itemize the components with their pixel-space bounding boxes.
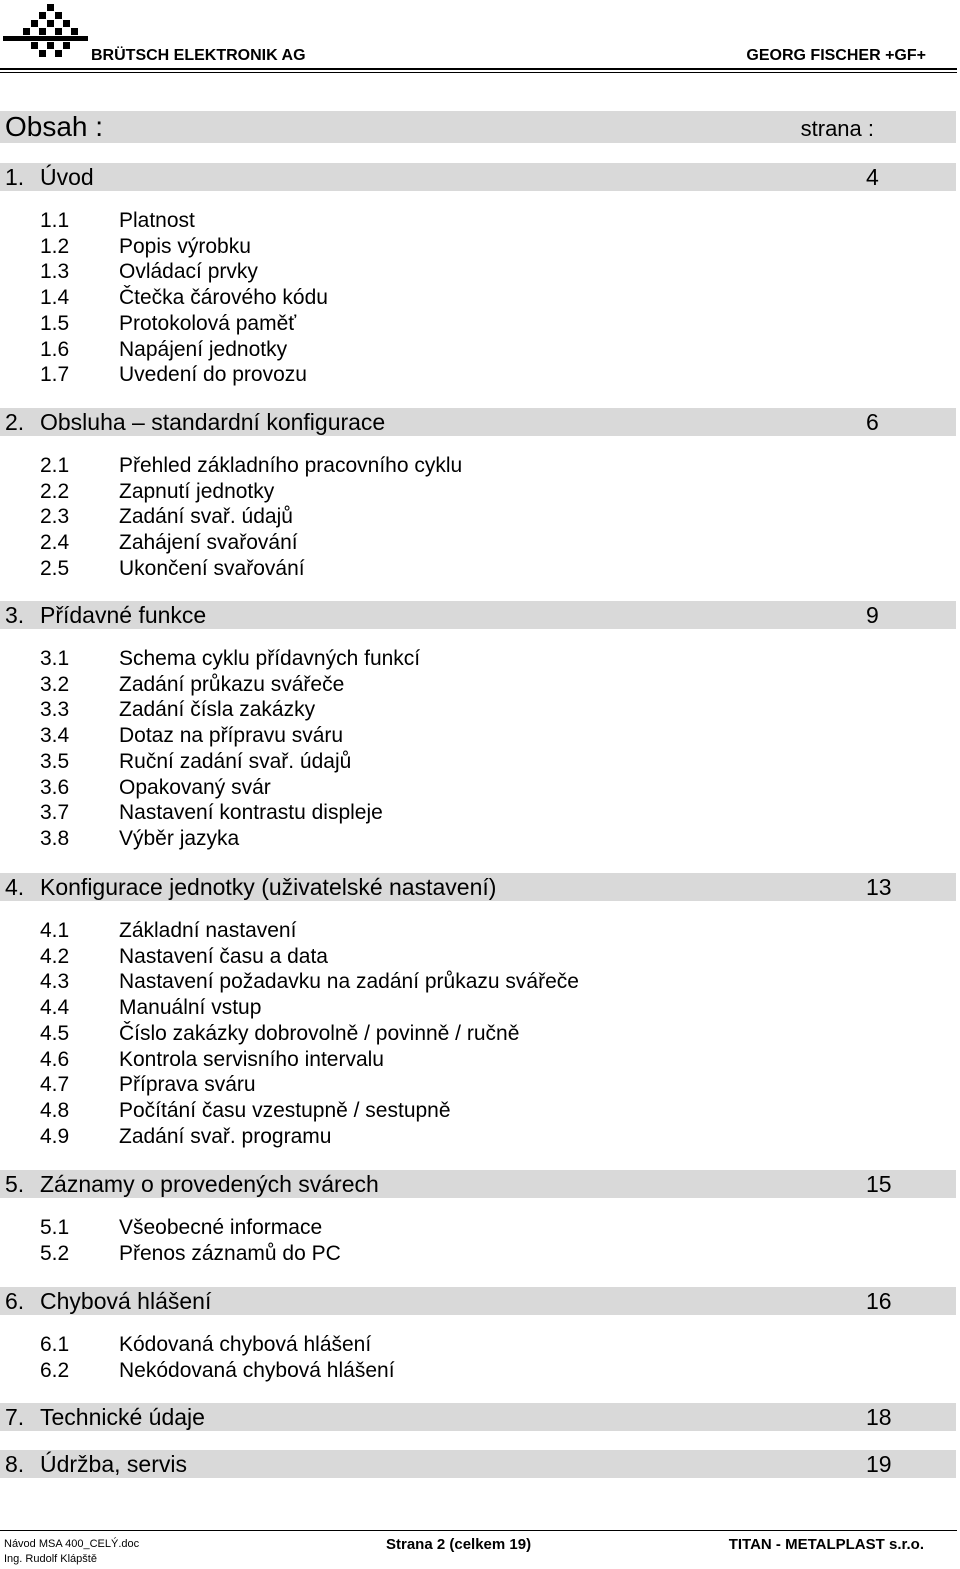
header-rule: [0, 68, 957, 70]
toc-item-number: 3.2: [40, 672, 70, 696]
toc-section-number: 1.: [5, 164, 25, 190]
toc-section-title: Úvod: [40, 164, 94, 190]
header-company-right: GEORG FISCHER +GF+: [746, 47, 926, 64]
toc-item-number: 1.6: [40, 337, 70, 361]
toc-section-page: 9: [866, 602, 879, 628]
toc-item-title: Nastavení času a data: [119, 944, 328, 968]
toc-item-number: 2.3: [40, 505, 70, 529]
footer-page-info: Strana 2 (celkem 19): [386, 1536, 532, 1553]
toc-section-number: 3.: [5, 602, 25, 628]
toc-section-page: 15: [866, 1171, 892, 1197]
toc-section[interactable]: [0, 408, 956, 436]
footer-rule: [0, 1530, 957, 1531]
toc-item-title: Všeobecné informace: [119, 1216, 323, 1239]
toc-item-title: Nastavení požadavku na zadání průkazu svářeče: [119, 970, 579, 994]
toc-section[interactable]: [0, 1170, 956, 1198]
toc-section-number: 5.: [5, 1171, 25, 1197]
toc-item-title: Protokolová paměť: [119, 311, 297, 335]
toc-item-number: 2.5: [40, 556, 70, 580]
toc-item-title: Příprava sváru: [119, 1073, 256, 1097]
toc-section[interactable]: [0, 1403, 956, 1431]
toc-item-number: 4.1: [40, 919, 70, 942]
toc-item-title: Ukončení svařování: [119, 556, 305, 580]
toc-section-title: Obsluha – standardní konfigurace: [40, 409, 386, 435]
toc-item-number: 2.1: [40, 454, 70, 477]
toc-item-number: 1.5: [40, 311, 70, 335]
toc-page-column-label: strana :: [800, 116, 874, 141]
toc-section-number: 6.: [5, 1288, 25, 1314]
toc-item-title: Zahájení svařování: [119, 531, 298, 555]
toc-item-title: Schema cyklu přídavných funkcí: [119, 647, 421, 670]
toc-item-number: 3.6: [40, 775, 70, 799]
toc-item-number: 1.4: [40, 286, 70, 310]
footer-author: Ing. Rudolf Klápště: [4, 1553, 97, 1565]
toc-item-title: Nastavení kontrastu displeje: [119, 801, 383, 825]
toc-item-title: Manuální vstup: [119, 996, 262, 1020]
toc-item-number: 4.8: [40, 1098, 70, 1122]
toc-item-number: 3.8: [40, 826, 70, 850]
toc-item-title: Ovládací prvky: [119, 260, 258, 284]
toc-item-number: 5.2: [40, 1241, 70, 1265]
toc-item-number: 3.4: [40, 724, 70, 748]
toc-section-number: 8.: [5, 1451, 25, 1477]
toc-section-page: 19: [866, 1451, 892, 1477]
toc-item-title: Nekódovaná chybová hlášení: [119, 1358, 395, 1382]
toc-item-title: Napájení jednotky: [119, 337, 288, 361]
toc-item-title: Opakovaný svár: [119, 775, 271, 799]
toc-item-title: Uvedení do provozu: [119, 363, 307, 387]
toc-item-number: 1.2: [40, 234, 70, 258]
toc-section-page: 4: [866, 164, 879, 190]
toc-section-page: 18: [866, 1404, 892, 1430]
toc-item-number: 6.1: [40, 1333, 70, 1356]
toc-section-title: Technické údaje: [40, 1404, 205, 1430]
toc-item-number: 4.3: [40, 970, 70, 994]
toc-item-number: 4.6: [40, 1047, 70, 1071]
toc-item-title: Přehled základního pracovního cyklu: [119, 454, 463, 477]
toc-section-title: Záznamy o provedených svárech: [40, 1171, 379, 1197]
toc-item-title: Zapnutí jednotky: [119, 479, 275, 503]
toc-section-title: Konfigurace jednotky (uživatelské nastavení): [40, 874, 497, 900]
toc-section[interactable]: [0, 1287, 956, 1315]
toc-item-number: 4.7: [40, 1073, 70, 1097]
toc-item-title: Číslo zakázky dobrovolně / povinně / ručně: [119, 1021, 520, 1045]
toc-section[interactable]: [0, 1450, 956, 1478]
toc-title: Obsah :: [5, 111, 104, 142]
toc-item-number: 3.7: [40, 801, 70, 825]
toc-item-title: Zadání svař. programu: [119, 1124, 332, 1148]
toc-item-title: Platnost: [119, 209, 195, 232]
company-logo: [3, 2, 88, 62]
toc-item-number: 4.4: [40, 996, 70, 1020]
toc-item-number: 4.9: [40, 1124, 70, 1148]
toc-item-number: 3.5: [40, 749, 70, 773]
toc-item-title: Dotaz na přípravu sváru: [119, 724, 344, 748]
toc-section-page: 13: [866, 874, 892, 900]
toc-section-title: Údržba, servis: [40, 1451, 187, 1477]
toc-item-title: Výběr jazyka: [119, 826, 240, 850]
toc-item-title: Počítání času vzestupně / sestupně: [119, 1098, 451, 1122]
toc-title-bar: [0, 111, 956, 143]
toc-item-number: 5.1: [40, 1216, 70, 1239]
header-rule-thin: [0, 72, 957, 73]
toc-item-number: 4.2: [40, 944, 70, 968]
toc-item-title: Přenos záznamů do PC: [119, 1241, 341, 1265]
footer-file-name: Návod MSA 400_CELÝ.doc: [4, 1538, 140, 1550]
toc-section[interactable]: [0, 163, 956, 191]
toc-item-title: Zadání čísla zakázky: [119, 698, 316, 722]
toc-item-number: 1.7: [40, 363, 70, 387]
toc-item-title: Zadání svař. údajů: [119, 505, 293, 529]
header-company-left: BRÜTSCH ELEKTRONIK AG: [91, 47, 306, 64]
toc-section[interactable]: [0, 601, 956, 629]
toc-section-number: 4.: [5, 874, 25, 900]
toc-item-number: 2.4: [40, 531, 70, 555]
toc-section-page: 6: [866, 409, 879, 435]
toc-section-number: 7.: [5, 1404, 25, 1430]
toc-section-page: 16: [866, 1288, 892, 1314]
toc-item-title: Ruční zadání svař. údajů: [119, 749, 352, 773]
toc-item-number: 3.3: [40, 698, 70, 722]
toc-item-title: Zadání průkazu svářeče: [119, 672, 345, 696]
toc-section-title: Přídavné funkce: [40, 602, 207, 628]
toc-item-number: 4.5: [40, 1021, 70, 1045]
toc-item-number: 1.3: [40, 260, 70, 284]
toc-item-title: Čtečka čárového kódu: [119, 286, 328, 310]
toc-item-number: 2.2: [40, 479, 70, 503]
toc-item-title: Popis výrobku: [119, 234, 251, 258]
toc-section-title: Chybová hlášení: [40, 1288, 212, 1314]
toc-item-title: Kontrola servisního intervalu: [119, 1047, 384, 1071]
toc-item-number: 3.1: [40, 647, 70, 670]
toc-section-number: 2.: [5, 409, 25, 435]
footer-company: TITAN - METALPLAST s.r.o.: [728, 1536, 924, 1553]
toc-section[interactable]: [0, 873, 956, 901]
toc-item-number: 6.2: [40, 1358, 70, 1382]
toc-item-number: 1.1: [40, 209, 70, 232]
toc-item-title: Základní nastavení: [119, 919, 297, 942]
toc-item-title: Kódovaná chybová hlášení: [119, 1333, 372, 1356]
